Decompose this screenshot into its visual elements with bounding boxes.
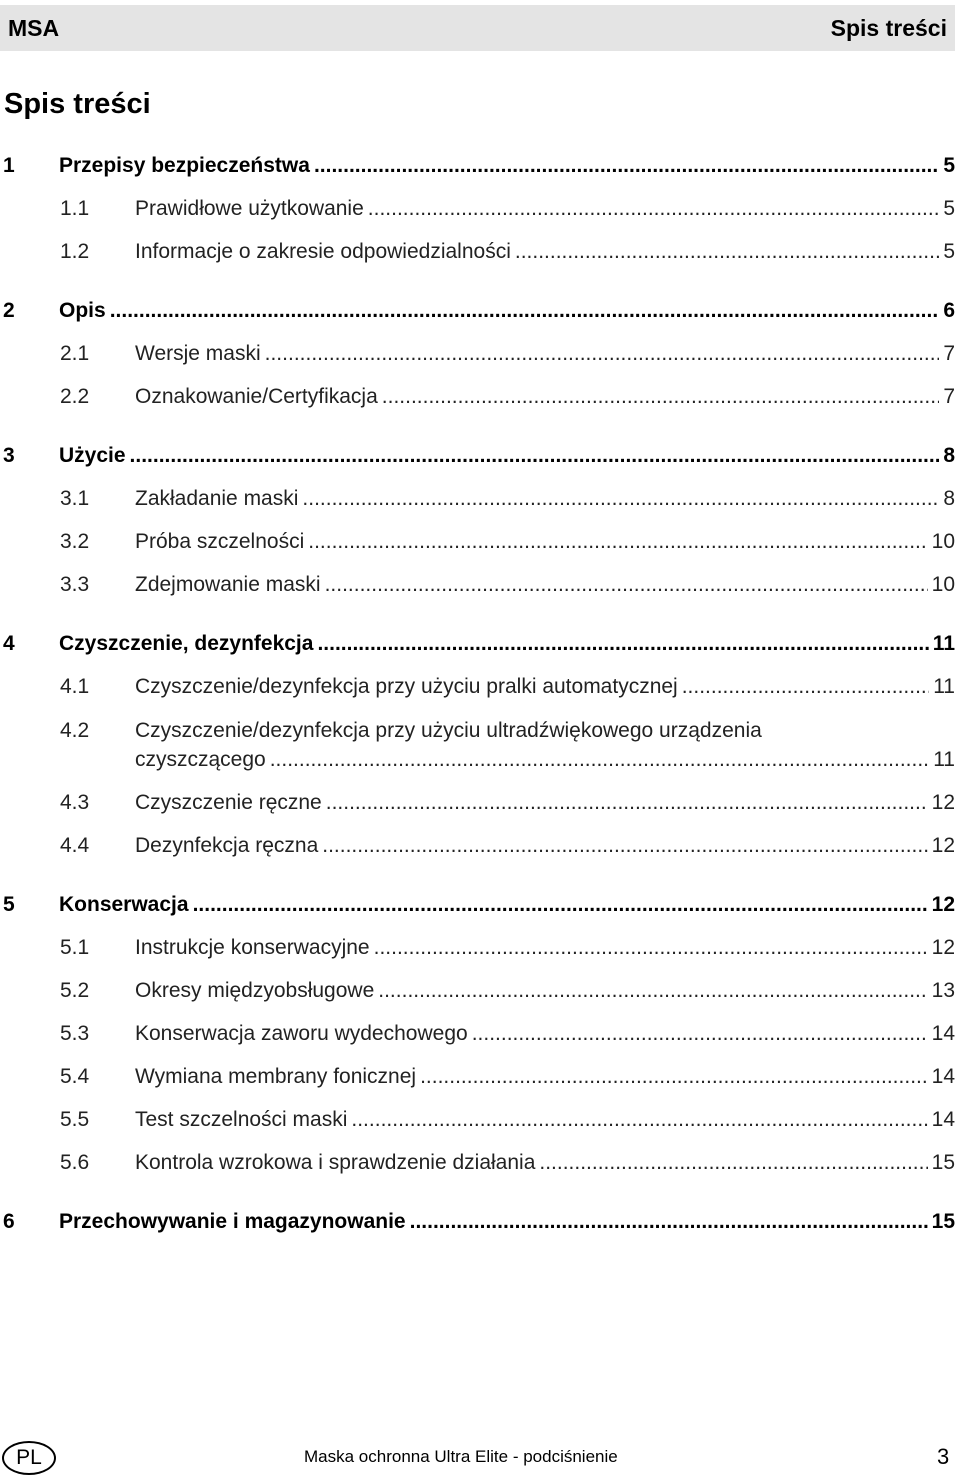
header-section: Spis treści: [830, 14, 947, 41]
toc-number: 3.3: [60, 573, 90, 596]
toc-number: 3: [3, 444, 15, 467]
toc-page: 11: [933, 675, 955, 698]
toc-title: Dezynfekcja ręczna: [135, 834, 319, 857]
language-badge-text: PL: [16, 1446, 42, 1469]
toc-number: 1: [3, 154, 15, 177]
toc-title: Wersje maski: [135, 342, 261, 365]
toc-page: 15: [931, 1151, 955, 1174]
toc-page: 8: [943, 487, 955, 510]
toc-page: 12: [931, 936, 955, 959]
toc-number: 5.4: [60, 1065, 90, 1088]
toc-page: 6: [943, 299, 955, 322]
toc-number: 5: [3, 893, 15, 916]
toc-number: 5.2: [60, 979, 90, 1002]
toc-title: Instrukcje konserwacyjne: [135, 936, 370, 959]
toc-title: Przechowywanie i magazynowanie: [59, 1210, 406, 1233]
page-title: Spis treści: [4, 88, 151, 120]
toc-number: 2: [3, 299, 15, 322]
toc-page: 15: [931, 1210, 955, 1233]
toc-number: 4.4: [60, 834, 90, 857]
toc-number: 4: [3, 632, 15, 655]
toc-title: Zakładanie maski: [135, 487, 299, 510]
toc-title: Czyszczenie/dezynfekcja przy użyciu pralki automatycznej: [135, 675, 678, 698]
toc-title: Czyszczenie, dezynfekcja: [59, 632, 314, 655]
toc-title: Czyszczenie ręczne: [135, 791, 322, 814]
toc-title: Oznakowanie/Certyfikacja: [135, 385, 378, 408]
toc-number: 4.3: [60, 791, 90, 814]
toc-title: Próba szczelności: [135, 530, 305, 553]
toc-page: 7: [943, 342, 955, 365]
toc-page: 5: [943, 240, 955, 263]
toc-title: Test szczelności maski: [135, 1108, 348, 1131]
toc-number: 5.1: [60, 936, 90, 959]
header-brand: MSA: [8, 14, 60, 41]
toc-page: 13: [931, 979, 955, 1002]
toc-title: Wymiana membrany fonicznej: [135, 1065, 417, 1088]
toc-title: czyszczącego: [135, 748, 266, 771]
toc-page: 12: [931, 893, 955, 916]
footer-document-title: Maska ochronna Ultra Elite - podciśnienie: [304, 1447, 618, 1466]
toc-title: Prawidłowe użytkowanie: [135, 197, 364, 220]
toc-page: 14: [931, 1022, 955, 1045]
footer-page-number: 3: [937, 1444, 950, 1469]
toc-number: 6: [3, 1210, 15, 1233]
toc-number: 1.1: [60, 197, 90, 220]
toc-page: 12: [931, 834, 955, 857]
toc-page: 12: [931, 791, 955, 814]
toc-number: 1.2: [60, 240, 90, 263]
toc-page: 10: [931, 573, 955, 596]
toc-title: Użycie: [59, 444, 126, 467]
toc-title-line1: Czyszczenie/dezynfekcja przy użyciu ultradźwiękowego urządzenia: [135, 719, 762, 742]
toc-number: 3.2: [60, 530, 90, 553]
toc-page: 11: [933, 748, 955, 771]
toc-title: Informacje o zakresie odpowiedzialności: [135, 240, 511, 263]
toc-page: 14: [931, 1065, 955, 1088]
toc-number: 3.1: [60, 487, 90, 510]
toc-number: 5.6: [60, 1151, 90, 1174]
toc-page: 14: [931, 1108, 955, 1131]
language-badge: [2, 1441, 56, 1475]
toc-page: 7: [943, 385, 955, 408]
toc-number: 2.2: [60, 385, 90, 408]
toc-page: 5: [943, 154, 955, 177]
toc-number: 4.2: [60, 719, 90, 742]
toc-number: 2.1: [60, 342, 90, 365]
toc-number: 5.3: [60, 1022, 90, 1045]
toc-title: Konserwacja zaworu wydechowego: [135, 1022, 468, 1045]
toc-number: 4.1: [60, 675, 90, 698]
toc-title: Zdejmowanie maski: [135, 573, 321, 596]
toc-page: 8: [943, 444, 955, 467]
toc-title: Okresy międzyobsługowe: [135, 979, 375, 1002]
toc-page: 11: [932, 632, 955, 655]
running-header: [0, 5, 955, 51]
toc-title: Kontrola wzrokowa i sprawdzenie działania: [135, 1151, 536, 1174]
toc-title: Przepisy bezpieczeństwa: [59, 154, 310, 177]
toc-number: 5.5: [60, 1108, 90, 1131]
toc-page: 5: [943, 197, 955, 220]
toc-title: Konserwacja: [59, 893, 189, 916]
toc-title: Opis: [59, 299, 106, 322]
toc-page: 10: [931, 530, 955, 553]
